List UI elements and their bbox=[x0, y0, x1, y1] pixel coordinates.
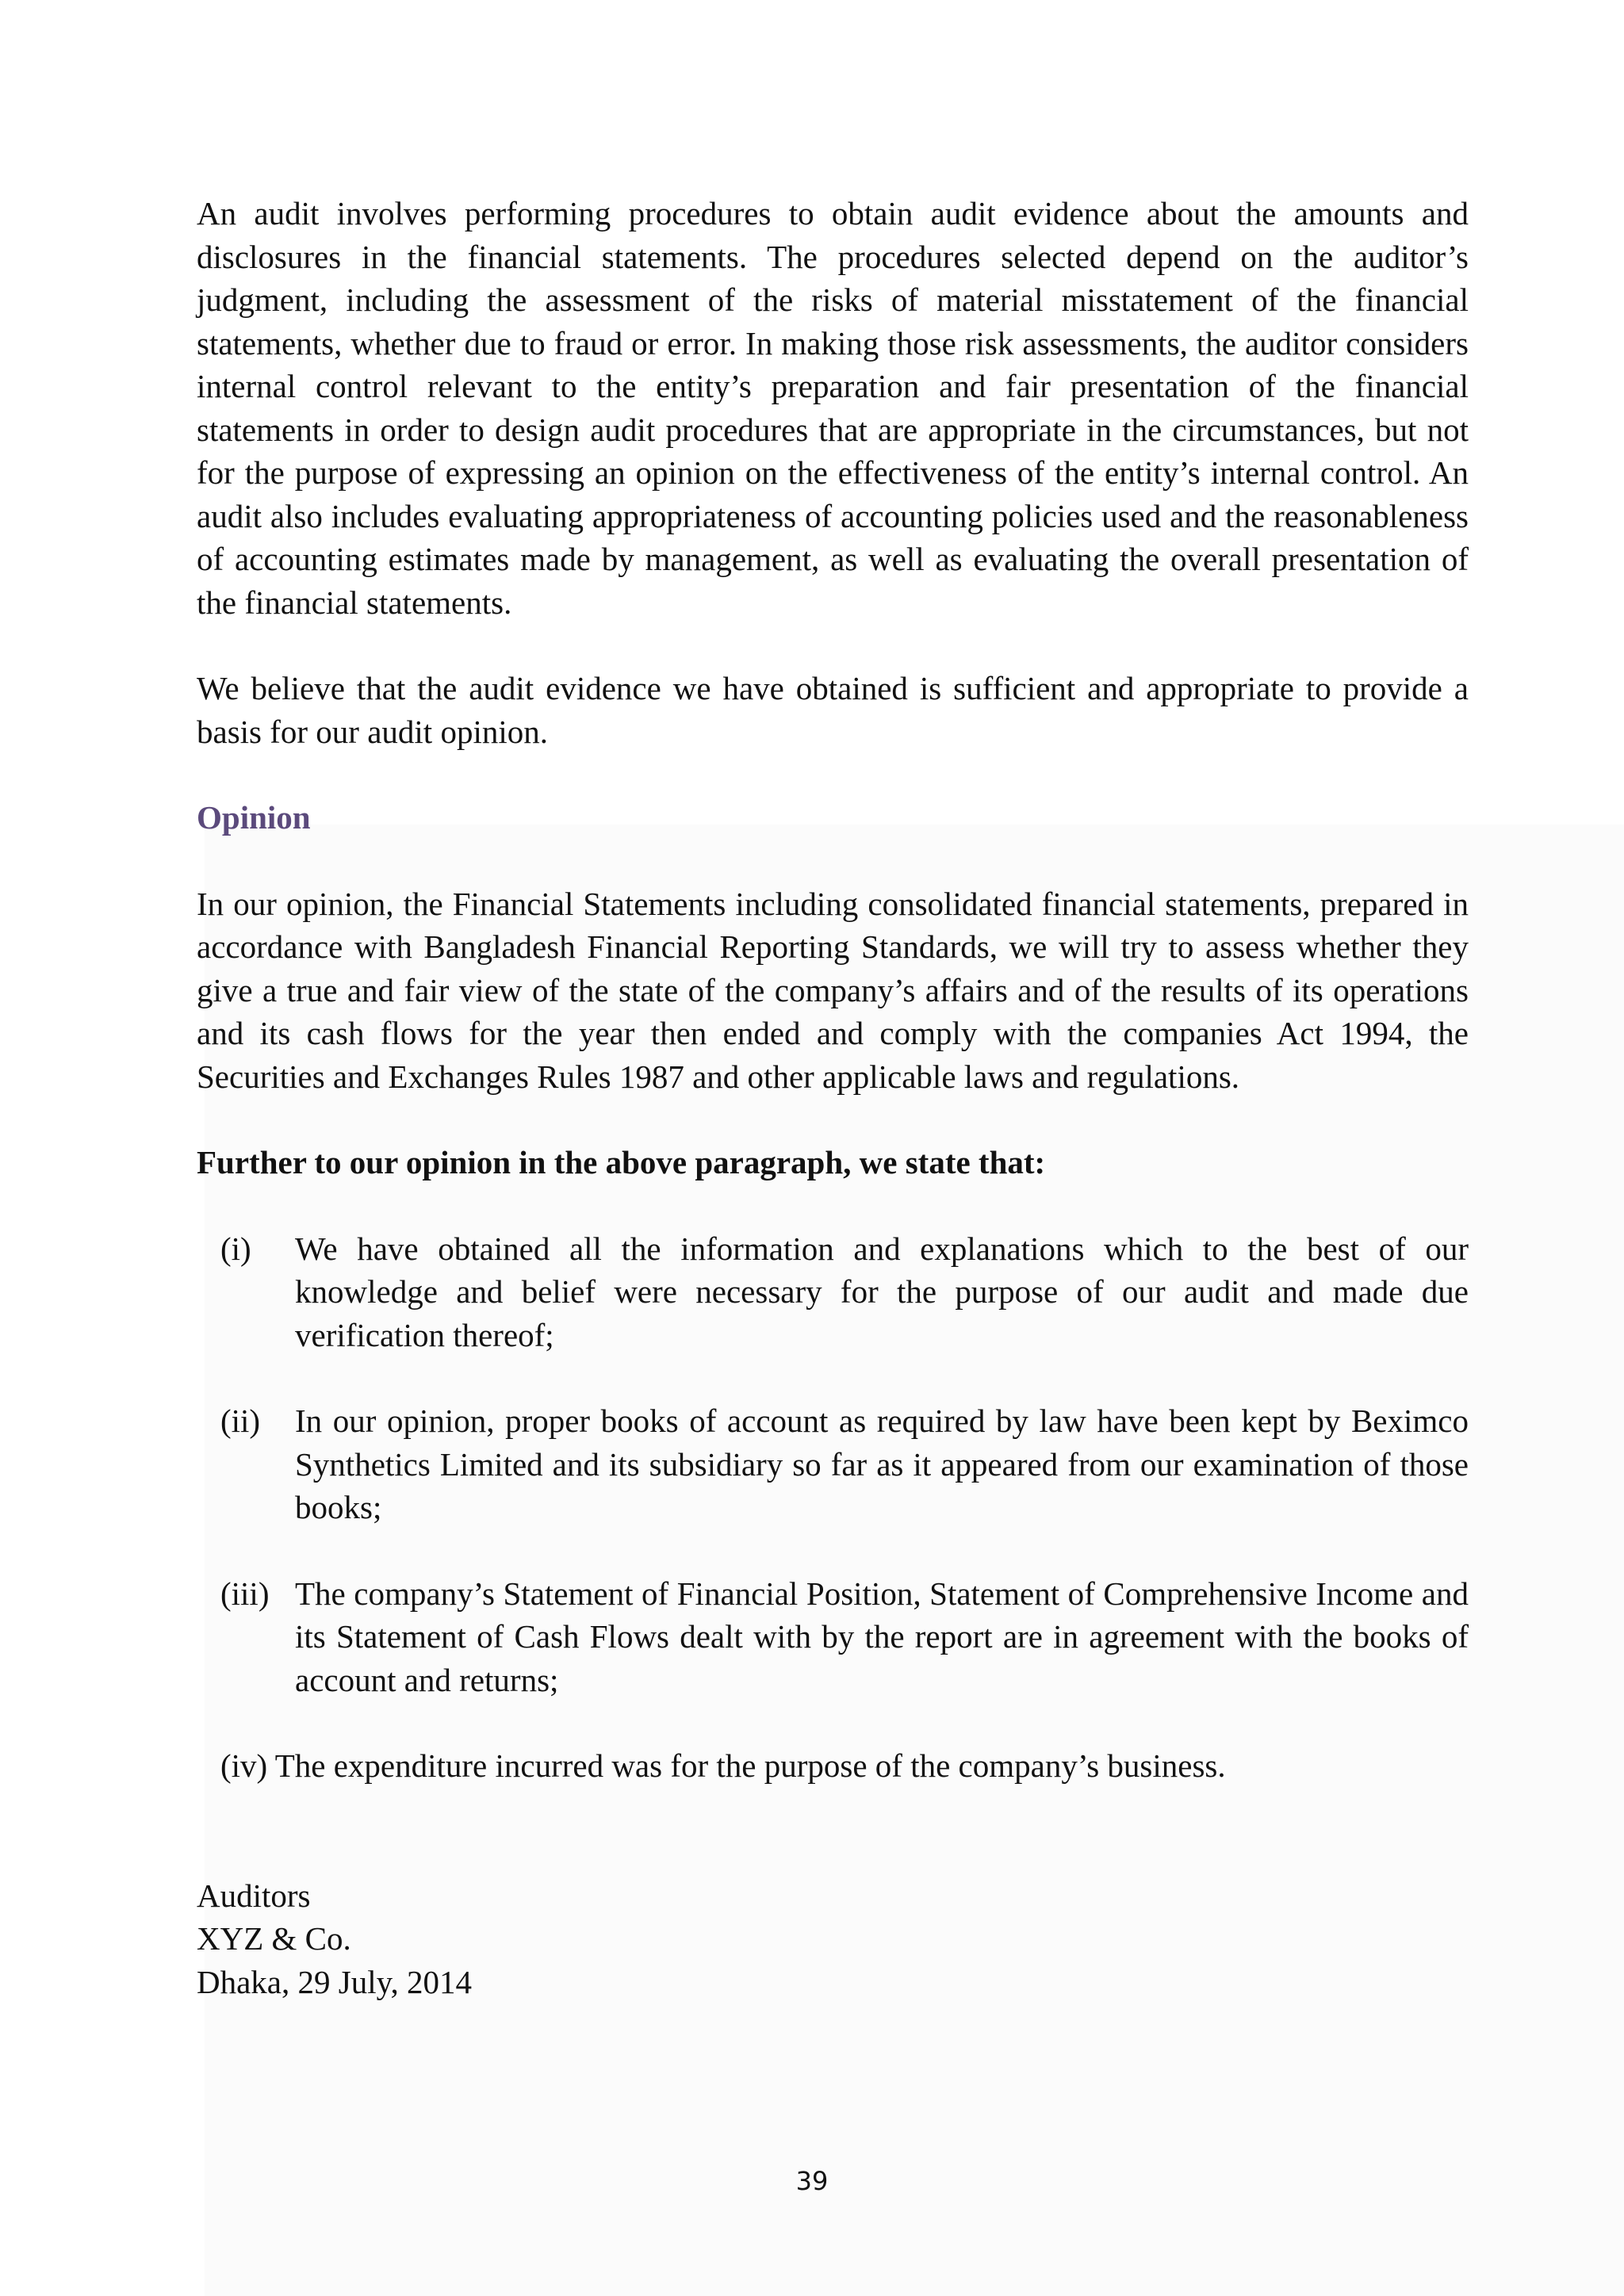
audit-evidence-paragraph: We believe that the audit evidence we have obtained is sufficient and appropriate to provide a basis for our audit opinion. bbox=[197, 670, 1469, 750]
signature-place-date: Dhaka, 29 July, 2014 bbox=[197, 1963, 472, 2000]
further-statement-lead: Further to our opinion in the above paragraph, we state that: bbox=[197, 1144, 1046, 1181]
signature-title: Auditors bbox=[197, 1877, 311, 1914]
list-item-text: In our opinion, proper books of account as required by law have been kept by Beximco Synthetics Limited and its subsidiary so far as it appeared from our examination of those books; bbox=[295, 1402, 1469, 1525]
list-marker: (i) bbox=[220, 1230, 251, 1267]
audit-procedures-paragraph: An audit involves performing procedures to obtain audit evidence about the amounts and disclosures in the financial statements. The procedures selected depend on the auditor’s judgment, including the assessment of the risks of material misstatement of the financial statements, whether due to fraud or error. In making those risk assessments, the auditor considers internal control relevant to the entity’s preparation and fair presentation of the financial statements in order to design audit procedures that are appropriate in the circumstances, but not for the purpose of expressing an opinion on the effectiveness of the entity’s internal control. An audit also includes evaluating appropriateness of accounting policies used and the reasonableness of accounting estimates made by management, as well as evaluating the overall presentation of the financial statements. bbox=[197, 195, 1469, 621]
list-marker: (ii) bbox=[220, 1402, 261, 1439]
page-number: 39 bbox=[795, 2166, 829, 2196]
list-item-text: We have obtained all the information and explanations which to the best of our knowledge and belief were necessary for the purpose of our audit and made due verification thereof; bbox=[295, 1230, 1469, 1353]
signature-firm: XYZ & Co. bbox=[197, 1920, 351, 1957]
list-item bbox=[197, 1227, 1469, 1357]
list-marker: (iii) bbox=[220, 1575, 270, 1612]
document-page bbox=[197, 192, 1469, 2003]
opinion-paragraph: In our opinion, the Financial Statements including consolidated financial statements, prepared in accordance with Bangladesh Financial Reporting Standards, we will try to assess whether they give a true and fair view of the state of the company’s affairs and of the results of its operations and its cash flows for the year then ended and comply with the companies Act 1994, the Securities and Exchanges Rules 1987 and other applicable laws and regulations. bbox=[197, 885, 1469, 1095]
list-item bbox=[197, 1399, 1469, 1529]
list-item-last: (iv) The expenditure incurred was for the purpose of the company’s business. bbox=[220, 1747, 1226, 1784]
opinion-heading: Opinion bbox=[197, 799, 311, 836]
list-item bbox=[197, 1572, 1469, 1702]
list-item-text: The company’s Statement of Financial Position, Statement of Comprehensive Income and its Statement of Cash Flows dealt with by the report are in agreement with the books of account and returns; bbox=[295, 1575, 1469, 1698]
